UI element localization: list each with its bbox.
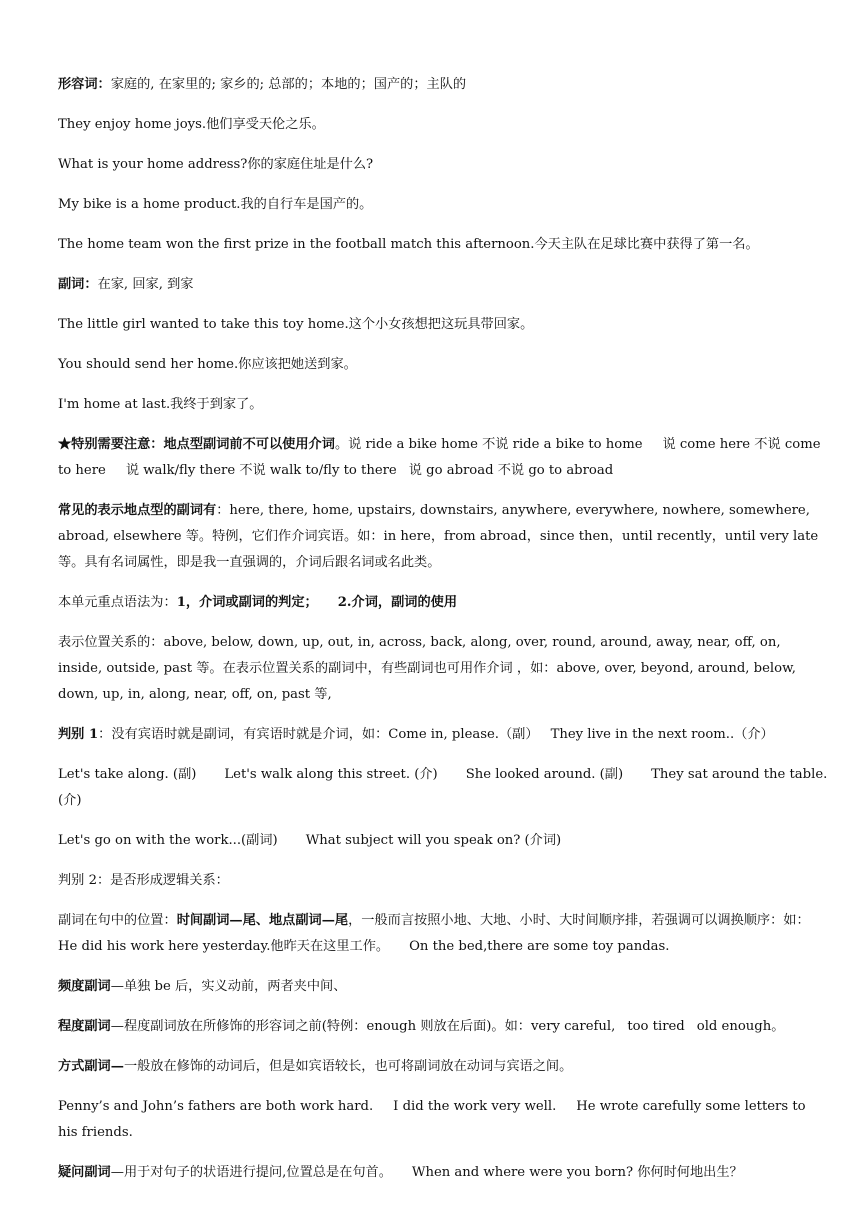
adverb-position (58, 908, 828, 960)
adverb-label: 副词： (58, 277, 98, 292)
adverb-position-rule: 时间副词—尾、地点副词—尾 (176, 913, 349, 928)
interrogative-adverbs-text: —用于对句子的状语进行提问,位置总是在句首。 (110, 1165, 392, 1180)
unit-grammar-point-1: 1，介词或副词的判定； (176, 595, 318, 610)
frequency-adverbs-text: —单独 be 后，实义动前，两者夹中间、 (110, 979, 347, 994)
special-note-example-d: 说 go abroad 不说 go to abroad (408, 463, 614, 478)
manner-adverbs-label: 方式副词— (58, 1059, 124, 1074)
example-toy-home: The little girl wanted to take this toy home.这个小女孩想把这玩具带回家。 (58, 317, 534, 332)
rule-1-examples-along-around (58, 762, 828, 814)
example-take-along: Let's take along. (副) (58, 767, 197, 782)
example-work-hard: Penny’s and John’s fathers are both work hard. (58, 1099, 374, 1114)
rule-1 (58, 722, 828, 748)
example-wrote-carefully: He wrote carefully some letters to his friends. (58, 1099, 806, 1140)
example-walk-along: Let's walk along this street. (介) (224, 767, 438, 782)
special-note (58, 432, 828, 484)
rule-1-example-b: They live in the next room..（介） (550, 727, 774, 742)
interrogative-adverbs-label: 疑问副词 (58, 1165, 111, 1180)
rule-1-examples-on (58, 828, 828, 854)
manner-adverbs-text: 一般放在修饰的动词后，但是如宾语较长，也可将副词放在动词与宾语之间。 (123, 1059, 573, 1074)
position-relation-words: 表示位置关系的：above, below, down, up, out, in, across, back, along, over, round, around, away, near, off, on, inside, outside, past 等。在表示位置关系的副词中，有些副词也可用作介词 ，如：above, over, beyond, around, below, down, up, in, along, near, off, on, past 等, (58, 635, 796, 702)
special-note-example-b: 说 come here 不说 come to here (58, 437, 821, 478)
rule-1-text: ：没有宾语时就是副词，有宾语时就是介词，如：Come in, please.（副） (98, 727, 539, 742)
special-note-example-a: 。说 ride a bike home 不说 ride a bike to home (334, 437, 643, 452)
frequency-adverbs (58, 974, 828, 1000)
degree-adverbs (58, 1014, 828, 1040)
rule-1-label: 判别 1 (58, 727, 99, 742)
frequency-adverbs-label: 频度副词 (58, 979, 111, 994)
example-go-on: Let's go on with the work...(副词) (58, 833, 278, 848)
example-sat-around: They sat around the table. (介) (58, 767, 828, 808)
manner-adverbs-examples (58, 1094, 828, 1146)
unit-grammar-label: 本单元重点语法为： (58, 595, 177, 610)
degree-adverbs-example-b: too tired (627, 1019, 685, 1034)
example-home-product: My bike is a home product.我的自行车是国产的。 (58, 197, 373, 212)
rule-2: 判别 2：是否形成逻辑关系： (58, 873, 229, 888)
example-send-home: You should send her home.你应该把她送到家。 (58, 357, 357, 372)
degree-adverbs-text: —程度副词放在所修饰的形容词之前(特例：enough 则放在后面)。如：very careful, (110, 1019, 616, 1034)
line-adjective-heading (58, 72, 828, 98)
adverb-position-example: On the bed,there are some toy pandas. (409, 939, 670, 954)
common-place-adverbs-label: 常见的表示地点型的副词有 (58, 503, 217, 518)
example-home-team: The home team won the first prize in the football match this afternoon.今天主队在足球比赛中获得了第一名。 (58, 237, 759, 252)
example-speak-on: What subject will you speak on? (介词) (305, 833, 562, 848)
special-note-label: ★特别需要注意： (58, 437, 164, 452)
adverb-meanings: 在家, 回家, 到家 (97, 277, 194, 292)
adjective-label: 形容词： (58, 77, 111, 92)
example-very-well: I did the work very well. (393, 1099, 557, 1114)
adjective-meanings: 家庭的, 在家里的; 家乡的; 总部的；本地的；国产的；主队的 (110, 77, 467, 92)
manner-adverbs (58, 1054, 828, 1080)
example-home-at-last: I'm home at last.我终于到家了。 (58, 397, 263, 412)
common-place-adverbs (58, 498, 828, 576)
unit-grammar-point-2: 2.介词，副词的使用 (337, 595, 458, 610)
special-note-example-c: 说 walk/fly there 不说 walk to/fly to there (125, 463, 397, 478)
degree-adverbs-example-c: old enough。 (696, 1019, 785, 1034)
unit-grammar-focus (58, 590, 828, 616)
example-looked-around: She looked around. (副) (465, 767, 624, 782)
special-note-rule: 地点型副词前不可以使用介词 (163, 437, 335, 452)
adverb-position-text: ，一般而言按照小地、大地、小时、大时间顺序排，若强调可以调换顺序：如：He did his work here yesterday.他昨天在这里工作。 (58, 913, 810, 954)
example-home-joys: They enjoy home joys.他们享受天伦之乐。 (58, 117, 325, 132)
degree-adverbs-label: 程度副词 (58, 1019, 111, 1034)
interrogative-adverbs (58, 1160, 828, 1186)
example-home-address: What is your home address?你的家庭住址是什么? (58, 157, 374, 172)
interrogative-adverbs-example: When and where were you born? 你何时何地出生？ (411, 1165, 743, 1180)
document-page (58, 72, 828, 1200)
adverb-position-label: 副词在句中的位置： (58, 913, 177, 928)
line-adverb-heading (58, 272, 828, 298)
common-place-adverbs-text: ：here, there, home, upstairs, downstairs, anywhere, everywhere, nowhere, somewhere, abroad, elsewhere 等。特例，它们作介词宾语。如：in here，from abroad，since then，until recently，until very late 等。具有名词属性，即是我一直强调的，介词后跟名词或名此类。 (58, 503, 819, 570)
